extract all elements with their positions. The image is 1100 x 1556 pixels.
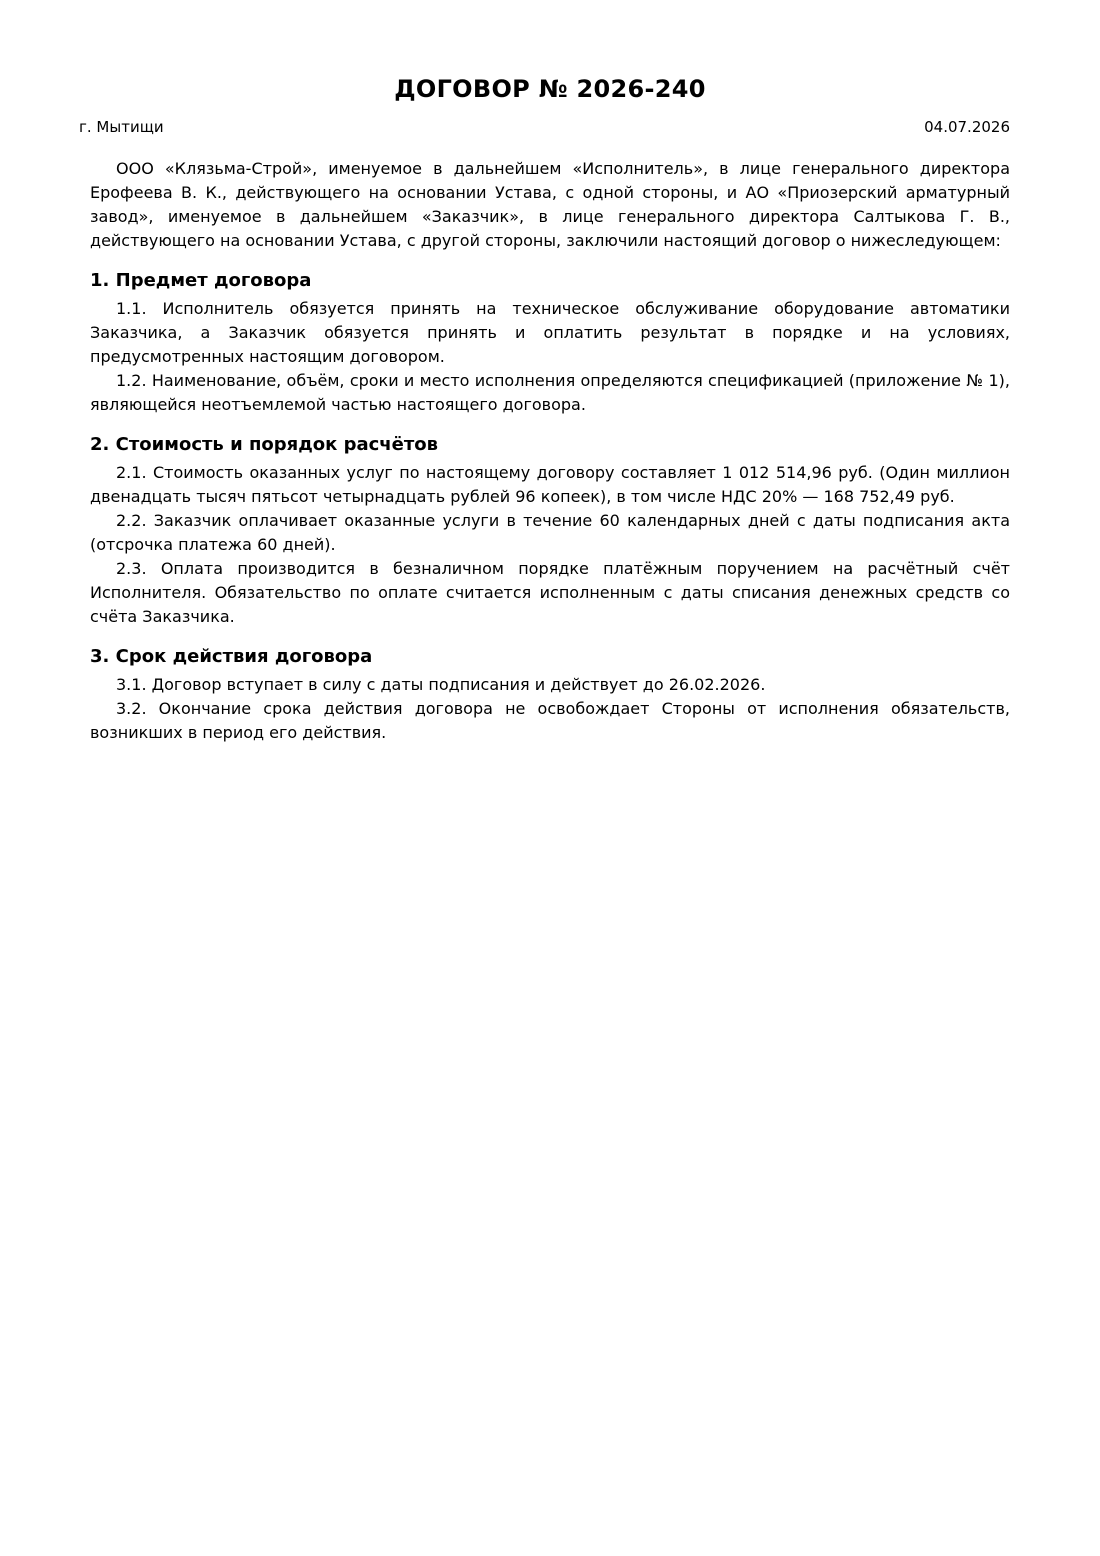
clause: 1.1. Исполнитель обязуется принять на техническое обслуживание оборудование автоматики Заказчика, а Заказчик обязуется принять и оплатить результат в порядке и на условиях, предусмотренных настоящим договором. bbox=[90, 299, 1010, 366]
document-meta bbox=[79, 117, 1010, 137]
section-heading: 1. Предмет договора bbox=[90, 270, 312, 291]
clause: 3.2. Окончание срока действия договора не освобождает Стороны от исполнения обязательств, возникших в период его действия. bbox=[90, 699, 1010, 742]
document-title: ДОГОВОР № 2026-240 bbox=[394, 75, 706, 103]
clause: 1.2. Наименование, объём, сроки и место исполнения определяются спецификацией (приложение № 1), являющейся неотъемлемой частью настоящего договора. bbox=[90, 371, 1010, 414]
clause: 2.1. Стоимость оказанных услуг по настоящему договору составляет 1 012 514,96 руб. (Один миллион двенадцать тысяч пятьсот четырнадцать рублей 96 копеек), в том числе НДС 20% — 168 752,49 руб. bbox=[90, 463, 1010, 506]
section-heading: 2. Стоимость и порядок расчётов bbox=[90, 434, 439, 455]
preamble: ООО «Клязьма-Строй», именуемое в дальнейшем «Исполнитель», в лице генерального директора Ерофеева В. К., действующего на основании Устава, с одной стороны, и АО «Приозерский арматурный завод», именуемое в дальнейшем «Заказчик», в лице генерального директора Салтыкова Г. В., действующего на основании Устава, с другой стороны, заключили настоящий договор о нижеследующем: bbox=[90, 159, 1010, 250]
document-date: 04.07.2026 bbox=[924, 118, 1010, 136]
section-subject bbox=[90, 269, 1010, 417]
clause: 2.3. Оплата производится в безналичном порядке платёжным поручением на расчётный счёт Исполнителя. Обязательство по оплате считается исполненным с даты списания денежных средств со счёта Заказчика. bbox=[90, 559, 1010, 626]
document-body bbox=[90, 157, 1010, 745]
clause: 3.1. Договор вступает в силу с даты подписания и действует до 26.02.2026. bbox=[116, 675, 766, 694]
section-heading: 3. Срок действия договора bbox=[90, 646, 373, 667]
document-city: г. Мытищи bbox=[79, 118, 164, 136]
section-payment bbox=[90, 433, 1010, 629]
clause: 2.2. Заказчик оплачивает оказанные услуги в течение 60 календарных дней с даты подписания акта (отсрочка платежа 60 дней). bbox=[90, 511, 1010, 554]
section-term bbox=[90, 645, 1010, 745]
